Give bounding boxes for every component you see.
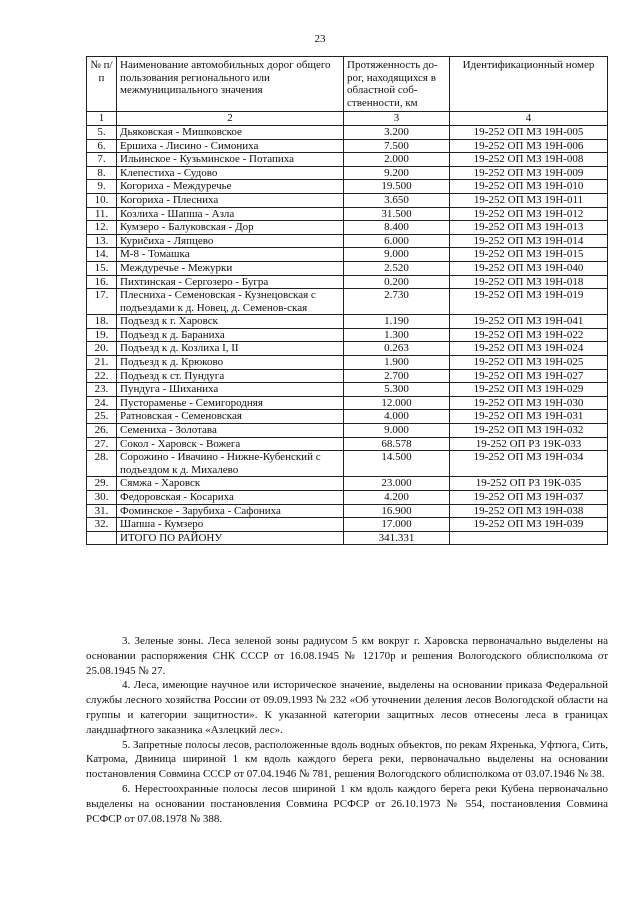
road-length: 19.500	[344, 180, 450, 194]
road-name: Подъезд к д. Козлиха I, II	[117, 342, 344, 356]
table-row	[87, 234, 608, 248]
row-number: 10.	[87, 193, 117, 207]
column-number: 1	[87, 112, 117, 126]
roads-table	[86, 56, 608, 545]
column-number: 4	[450, 112, 608, 126]
header-identifier: Идентификационный номер	[450, 57, 608, 112]
header-number: № п/п	[87, 57, 117, 112]
table-row	[87, 451, 608, 477]
road-identifier: 19-252 ОП МЗ 19Н-015	[450, 248, 608, 262]
body-text	[86, 634, 608, 826]
table-row	[87, 518, 608, 532]
road-name: Подъезд к г. Харовск	[117, 315, 344, 329]
page-number: 23	[314, 33, 326, 45]
table-row	[87, 166, 608, 180]
row-number: 13.	[87, 234, 117, 248]
road-identifier: 19-252 ОП РЗ 19К-035	[450, 477, 608, 491]
road-identifier: 19-252 ОП МЗ 19Н-006	[450, 139, 608, 153]
road-name: Подъезд к д. Бараниха	[117, 328, 344, 342]
row-number: 5.	[87, 125, 117, 139]
row-number: 22.	[87, 369, 117, 383]
road-length: 4.200	[344, 491, 450, 505]
road-identifier: 19-252 ОП МЗ 19Н-039	[450, 518, 608, 532]
road-name: Дьяковская - Мишковское	[117, 125, 344, 139]
table-row	[87, 261, 608, 275]
road-identifier: 19-252 ОП МЗ 19Н-025	[450, 356, 608, 370]
table-row	[87, 396, 608, 410]
table-row	[87, 410, 608, 424]
row-number: 9.	[87, 180, 117, 194]
road-length: 3.200	[344, 125, 450, 139]
road-length: 2.520	[344, 261, 450, 275]
road-length: 3.650	[344, 193, 450, 207]
road-length: 9.000	[344, 248, 450, 262]
road-length: 1.300	[344, 328, 450, 342]
road-length: 9.200	[344, 166, 450, 180]
road-identifier: 19-252 ОП МЗ 19Н-027	[450, 369, 608, 383]
road-identifier: 19-252 ОП МЗ 19Н-034	[450, 451, 608, 477]
road-name: Пундуга - Шиханиха	[117, 383, 344, 397]
paragraph: 5. Запретные полосы лесов, расположенные вдоль водных объектов, по рекам Яхренька, Уфтюга, Сить, Катрома, Двиница шириной 1 км вдоль каждого берега реки, первоначально выделены на основании постановления Совмина СССР от 07.04.1946 № 781, решения Вологодского облисполкома от 03.07.1946 № 38.	[86, 738, 608, 781]
road-length: 9.000	[344, 424, 450, 438]
row-number: 25.	[87, 410, 117, 424]
road-length: 68.578	[344, 437, 450, 451]
row-number: 28.	[87, 451, 117, 477]
road-name: Пустораменье - Семигородняя	[117, 396, 344, 410]
row-number: 15.	[87, 261, 117, 275]
table-row	[87, 153, 608, 167]
table-row	[87, 248, 608, 262]
table-row	[87, 315, 608, 329]
table-row	[87, 221, 608, 235]
road-identifier: 19-252 ОП МЗ 19Н-041	[450, 315, 608, 329]
road-name: Ратновская - Семеновская	[117, 410, 344, 424]
road-name: Федоровская - Косариха	[117, 491, 344, 505]
road-length: 0.263	[344, 342, 450, 356]
road-identifier: 19-252 ОП МЗ 19Н-018	[450, 275, 608, 289]
row-number: 24.	[87, 396, 117, 410]
row-number: 11.	[87, 207, 117, 221]
row-number: 6.	[87, 139, 117, 153]
road-name: Сокол - Харовск - Вожега	[117, 437, 344, 451]
row-number: 19.	[87, 328, 117, 342]
paragraph: 6. Нерестоохранные полосы лесов шириной 1 км вдоль каждого берега реки Кубена первоначально выделены на основании постановления Совмина РСФСР от 26.10.1973 № 554, постановления Совмина РСФСР от 07.08.1978 № 388.	[86, 782, 608, 825]
paragraph: 4. Леса, имеющие научное или историческое значение, выделены на основании приказа Федеральной службы лесного хозяйства России от 09.09.1993 № 232 «Об уточнении деления лесов Вологодской области на группы и категории защитности». К указанной категории защитных лесов отнесены леса в границах ландшафтного заказника «Азлецкий лес».	[86, 679, 608, 736]
road-length: 2.700	[344, 369, 450, 383]
total-num	[87, 531, 117, 545]
table-row	[87, 289, 608, 315]
road-name: Пихтинская - Сергозеро - Бугра	[117, 275, 344, 289]
road-name: Клепестиха - Судово	[117, 166, 344, 180]
road-name: Сорожино - Ивачино - Нижне-Кубенский с подъездом к д. Михалево	[117, 451, 344, 477]
road-name: Кумзеро - Балуковская - Дор	[117, 221, 344, 235]
column-number: 3	[344, 112, 450, 126]
table-row	[87, 491, 608, 505]
road-identifier: 19-252 ОП МЗ 19Н-009	[450, 166, 608, 180]
road-identifier: 19-252 ОП МЗ 19Н-030	[450, 396, 608, 410]
road-name: М-8 - Томашка	[117, 248, 344, 262]
table-row	[87, 504, 608, 518]
road-identifier: 19-252 ОП МЗ 19Н-022	[450, 328, 608, 342]
total-length: 341.331	[344, 531, 450, 545]
road-length: 31.500	[344, 207, 450, 221]
table-row	[87, 437, 608, 451]
road-identifier: 19-252 ОП МЗ 19Н-040	[450, 261, 608, 275]
table-row	[87, 125, 608, 139]
row-number: 16.	[87, 275, 117, 289]
road-identifier: 19-252 ОП МЗ 19Н-024	[450, 342, 608, 356]
road-identifier: 19-252 ОП МЗ 19Н-012	[450, 207, 608, 221]
road-name: Козлиха - Шапша - Азла	[117, 207, 344, 221]
table-body	[87, 125, 608, 531]
row-number: 8.	[87, 166, 117, 180]
total-id	[450, 531, 608, 545]
row-number: 27.	[87, 437, 117, 451]
road-length: 0.200	[344, 275, 450, 289]
row-number: 20.	[87, 342, 117, 356]
table-row	[87, 369, 608, 383]
road-name: Сямжа - Харовск	[117, 477, 344, 491]
road-length: 1.190	[344, 315, 450, 329]
road-identifier: 19-252 ОП МЗ 19Н-032	[450, 424, 608, 438]
column-numbers-row	[87, 112, 608, 126]
row-number: 23.	[87, 383, 117, 397]
road-length: 5.300	[344, 383, 450, 397]
road-identifier: 19-252 ОП МЗ 19Н-014	[450, 234, 608, 248]
road-identifier: 19-252 ОП МЗ 19Н-038	[450, 504, 608, 518]
road-name: Междуречье - Межурки	[117, 261, 344, 275]
paragraph: 3. Зеленые зоны. Леса зеленой зоны радиусом 5 км вокруг г. Харовска первоначально выделены на основании распоряжения СНК СССР от 16.08.1945 № 12170р и решения Вологодского облисполкома от 25.08.1945 № 27.	[86, 635, 608, 677]
road-name: Подъезд к д. Крюково	[117, 356, 344, 370]
road-length: 6.000	[344, 234, 450, 248]
row-number: 12.	[87, 221, 117, 235]
road-identifier: 19-252 ОП МЗ 19Н-013	[450, 221, 608, 235]
row-number: 26.	[87, 424, 117, 438]
row-number: 31.	[87, 504, 117, 518]
table-header-row	[87, 57, 608, 112]
road-identifier: 19-252 ОП МЗ 19Н-019	[450, 289, 608, 315]
road-length: 4.000	[344, 410, 450, 424]
road-name: Шапша - Кумзеро	[117, 518, 344, 532]
table-row	[87, 342, 608, 356]
header-length: Протяженность до-рог, находящихся в областной соб-ственности, км	[344, 57, 450, 112]
table-row	[87, 139, 608, 153]
row-number: 18.	[87, 315, 117, 329]
road-length: 16.900	[344, 504, 450, 518]
road-length: 14.500	[344, 451, 450, 477]
table-row	[87, 207, 608, 221]
road-length: 1.900	[344, 356, 450, 370]
road-name: Когориха - Плесниха	[117, 193, 344, 207]
table-row	[87, 356, 608, 370]
road-identifier: 19-252 ОП РЗ 19К-033	[450, 437, 608, 451]
row-number: 30.	[87, 491, 117, 505]
road-identifier: 19-252 ОП МЗ 19Н-029	[450, 383, 608, 397]
table-row	[87, 477, 608, 491]
column-number: 2	[117, 112, 344, 126]
road-name: Семениха - Золотава	[117, 424, 344, 438]
road-name: Подъезд к ст. Пундуга	[117, 369, 344, 383]
road-length: 17.000	[344, 518, 450, 532]
table-row	[87, 193, 608, 207]
table-row	[87, 424, 608, 438]
row-number: 21.	[87, 356, 117, 370]
table-row	[87, 328, 608, 342]
table-row	[87, 180, 608, 194]
road-identifier: 19-252 ОП МЗ 19Н-037	[450, 491, 608, 505]
row-number: 32.	[87, 518, 117, 532]
road-length: 23.000	[344, 477, 450, 491]
road-identifier: 19-252 ОП МЗ 19Н-010	[450, 180, 608, 194]
table-row	[87, 275, 608, 289]
total-label: ИТОГО ПО РАЙОНУ	[117, 531, 344, 545]
road-length: 2.730	[344, 289, 450, 315]
road-name: Ершиха - Лисино - Симониха	[117, 139, 344, 153]
road-length: 2.000	[344, 153, 450, 167]
road-identifier: 19-252 ОП МЗ 19Н-005	[450, 125, 608, 139]
road-name: Ильинское - Кузьминское - Потапиха	[117, 153, 344, 167]
row-number: 29.	[87, 477, 117, 491]
table-row	[87, 383, 608, 397]
row-number: 14.	[87, 248, 117, 262]
road-identifier: 19-252 ОП МЗ 19Н-008	[450, 153, 608, 167]
road-name: Фоминское - Зарубиха - Сафониха	[117, 504, 344, 518]
road-name: Куриčиха - Ляпцево	[117, 234, 344, 248]
road-name: Плесниха - Семеновская - Кузнецовская с подъездами к д. Новец, д. Семенов-ская	[117, 289, 344, 315]
road-name: Когориха - Междуречье	[117, 180, 344, 194]
row-number: 7.	[87, 153, 117, 167]
header-road-name: Наименование автомобильных дорог общего пользования регионального или межмуниципального значения	[117, 57, 344, 112]
total-row	[87, 531, 608, 545]
road-length: 8.400	[344, 221, 450, 235]
road-identifier: 19-252 ОП МЗ 19Н-011	[450, 193, 608, 207]
row-number: 17.	[87, 289, 117, 315]
road-length: 12.000	[344, 396, 450, 410]
road-length: 7.500	[344, 139, 450, 153]
road-identifier: 19-252 ОП МЗ 19Н-031	[450, 410, 608, 424]
